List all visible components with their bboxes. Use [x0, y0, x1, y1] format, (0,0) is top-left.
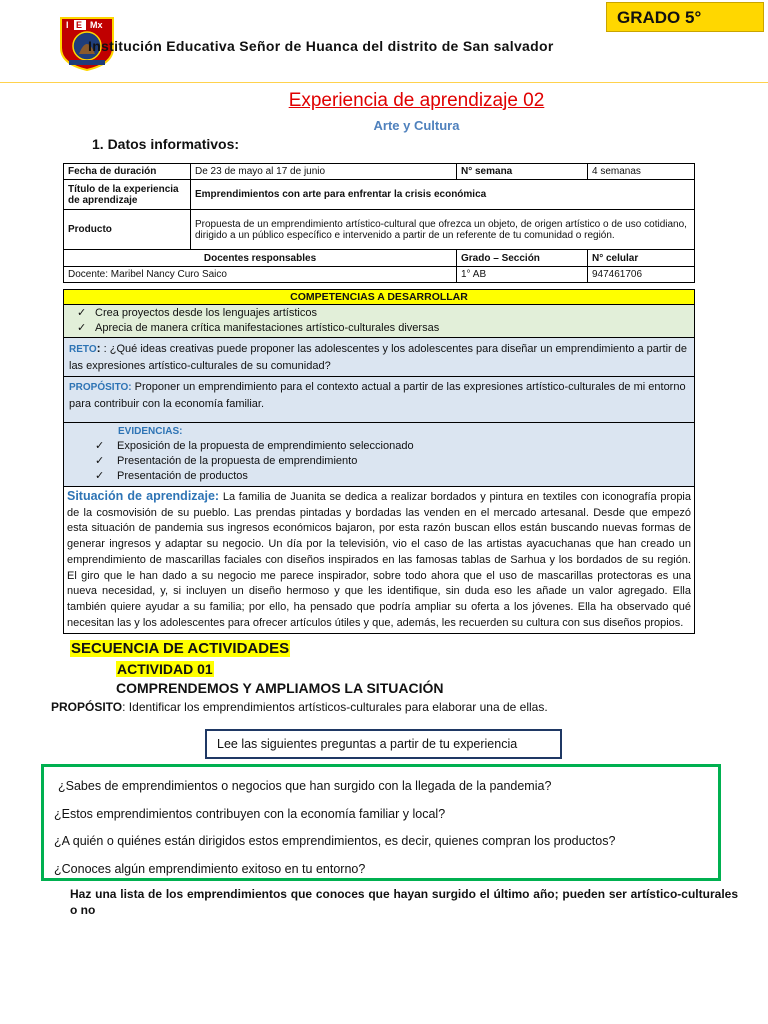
- competencia-text: Aprecia de manera crítica manifestaciones artístico-culturales diversas: [95, 322, 440, 334]
- producto-value: Propuesta de un emprendimiento artístico-cultural que ofrezca un objeto, de origen artístico o de uso cotidiano, dirigido a un público específico e intervenido a partir de un referente de tu comunidad o región.: [191, 210, 695, 250]
- grado-value: 1° AB: [457, 267, 588, 283]
- grado-header: Grado – Sección: [457, 250, 588, 267]
- secuencia-title: SECUENCIA DE ACTIVIDADES: [71, 640, 290, 657]
- table-row: [64, 164, 695, 180]
- svg-text:E: E: [76, 20, 83, 30]
- actividad-title: COMPRENDEMOS Y AMPLIAMOS LA SITUACIÓN: [116, 680, 444, 696]
- semana-value: 4 semanas: [588, 164, 695, 180]
- table-row: [64, 305, 695, 338]
- question-item: ¿A quién o quiénes están dirigidos estos emprendimientos, es decir, quienes compran los productos?: [54, 834, 616, 848]
- docentes-header: Docentes responsables: [64, 250, 457, 267]
- list-item: [69, 306, 689, 321]
- competencia-text: Crea proyectos desde los lenguajes artísticos: [95, 307, 317, 319]
- school-name: Institución Educativa Señor de Huanca del distrito de San salvador: [88, 38, 554, 54]
- table-row: [64, 180, 695, 210]
- check-icon: ✓: [95, 440, 105, 452]
- producto-label: Producto: [64, 210, 191, 250]
- header-divider: [0, 82, 768, 83]
- docente-value: Docente: Maribel Nancy Curo Saico: [64, 267, 457, 283]
- svg-text:I: I: [66, 20, 69, 30]
- table-row: [64, 423, 695, 487]
- competencias-table: [63, 289, 695, 634]
- instruction-box: Lee las siguientes preguntas a partir de tu experiencia: [205, 729, 562, 759]
- competencias-header: COMPETENCIAS A DESARROLLAR: [64, 290, 695, 305]
- reto-text: : ¿Qué ideas creativas puede proponer las adolescentes y los adolescentes para diseñar un emprendimiento a partir de las expresiones artístico-culturales de su comunidad?: [69, 343, 688, 372]
- check-icon: ✓: [77, 322, 87, 334]
- situacion-label: Situación de aprendizaje:: [67, 489, 220, 503]
- table-row: [64, 250, 695, 267]
- actividad-proposito-text: : Identificar los emprendimientos artísticos-culturales para elaborar una de ellas.: [122, 700, 548, 714]
- fecha-label: Fecha de duración: [64, 164, 191, 180]
- check-icon: ✓: [95, 470, 105, 482]
- page-title: Experiencia de aprendizaje 02: [288, 90, 545, 111]
- reto-label: RETO: [69, 344, 97, 355]
- svg-text:Mx: Mx: [90, 20, 103, 30]
- evidencia-text: Presentación de la propuesta de emprendimiento: [117, 455, 358, 467]
- proposito-text: Proponer un emprendimiento para el contexto actual a partir de las expresiones artístico-culturales de mi entorno para contribuir con la economía familiar.: [69, 381, 686, 410]
- evidencia-text: Presentación de productos: [117, 470, 248, 482]
- actividad-label: ACTIVIDAD 01: [117, 661, 213, 677]
- question-item: ¿Conoces algún emprendimiento exitoso en tu entorno?: [54, 861, 366, 876]
- proposito-cell: [64, 377, 695, 423]
- check-icon: ✓: [95, 455, 105, 467]
- evidencia-text: Exposición de la propuesta de emprendimiento seleccionado: [117, 440, 414, 452]
- semana-label: N° semana: [457, 164, 588, 180]
- table-row: [64, 487, 695, 634]
- table-row: [64, 267, 695, 283]
- datos-informativos-heading: 1. Datos informativos:: [92, 136, 240, 152]
- situacion-text: La familia de Juanita se dedica a realizar bordados y pintura en textiles con iconografía propia de la cosmovisión de su pueblo. Las prendas pintadas y bordadas las venden en el mercado artesanal. Desde que empezó esta situación de pandemia sus ingresos económicos bajaron, por esta razón buscan ellos están buscando nuevas formas de generar ingresos y adaptar su negocio. Un día por la televisión, vio el caso de las artistas ayacuchanas que han creado un emprendimiento de mascarillas faciales con diseños inspirados en las famosas tablas de Sarhua y los bordados de su región. El giro que le han dado a su negocio me parece inspirador, sobre todo ahora que el uso de mascarillas protectoras es una nueva necesidad, y, si incluyen un diseño hermoso y que les identifique, sin duda eso les añade un valor agregado. Ella también quiere ayudar a su familia; por ello, ha pensado que podría ampliar su oferta a los jóvenes. Ella ha observado qué necesitan las y los adolescentes para ofrecer artículos útiles y que, además, les recuerden su cultura con sus diseños propios.: [67, 491, 691, 629]
- reto-cell: RETO: : ¿Qué ideas creativas puede proponer las adolescentes y los adolescentes para diseñar un emprendimiento a partir de las expresiones artístico-culturales de su comunidad?: [64, 338, 695, 377]
- question-item: ¿Sabes de emprendimientos o negocios que han surgido con la llegada de la pandemia?: [58, 779, 552, 793]
- titulo-label: Título de la experiencia de aprendizaje: [64, 180, 191, 210]
- list-item: [69, 469, 689, 484]
- table-row: [64, 290, 695, 305]
- list-item: [69, 439, 689, 454]
- evidencias-cell: [64, 423, 695, 487]
- questions-box: [41, 764, 721, 881]
- list-item: [69, 321, 689, 336]
- table-row: [64, 338, 695, 377]
- evidencias-label: EVIDENCIAS:: [118, 426, 183, 437]
- actividad-proposito-label: PROPÓSITO: [51, 700, 123, 714]
- list-item: [69, 454, 689, 469]
- table-row: [64, 377, 695, 423]
- lista-instruction: Haz una lista de los emprendimientos que conoces que hayan surgido el último año; pueden ser artístico-culturales o no: [70, 887, 738, 917]
- fecha-value: De 23 de mayo al 17 de junio: [191, 164, 457, 180]
- celular-value: 947461706: [588, 267, 695, 283]
- titulo-value: Emprendimientos con arte para enfrentar la crisis económica: [191, 180, 695, 210]
- proposito-label: PROPÓSITO:: [69, 382, 132, 393]
- celular-header: N° celular: [588, 250, 695, 267]
- competencias-cell: [64, 305, 695, 338]
- actividad-proposito: [51, 700, 548, 714]
- question-item: ¿Estos emprendimientos contribuyen con la economía familiar y local?: [54, 806, 446, 821]
- grado-badge: GRADO 5°: [606, 2, 764, 32]
- check-icon: ✓: [77, 307, 87, 319]
- page-subtitle: Arte y Cultura: [373, 118, 460, 133]
- table-row: [64, 210, 695, 250]
- info-table: [63, 163, 695, 283]
- situacion-cell: [64, 487, 695, 634]
